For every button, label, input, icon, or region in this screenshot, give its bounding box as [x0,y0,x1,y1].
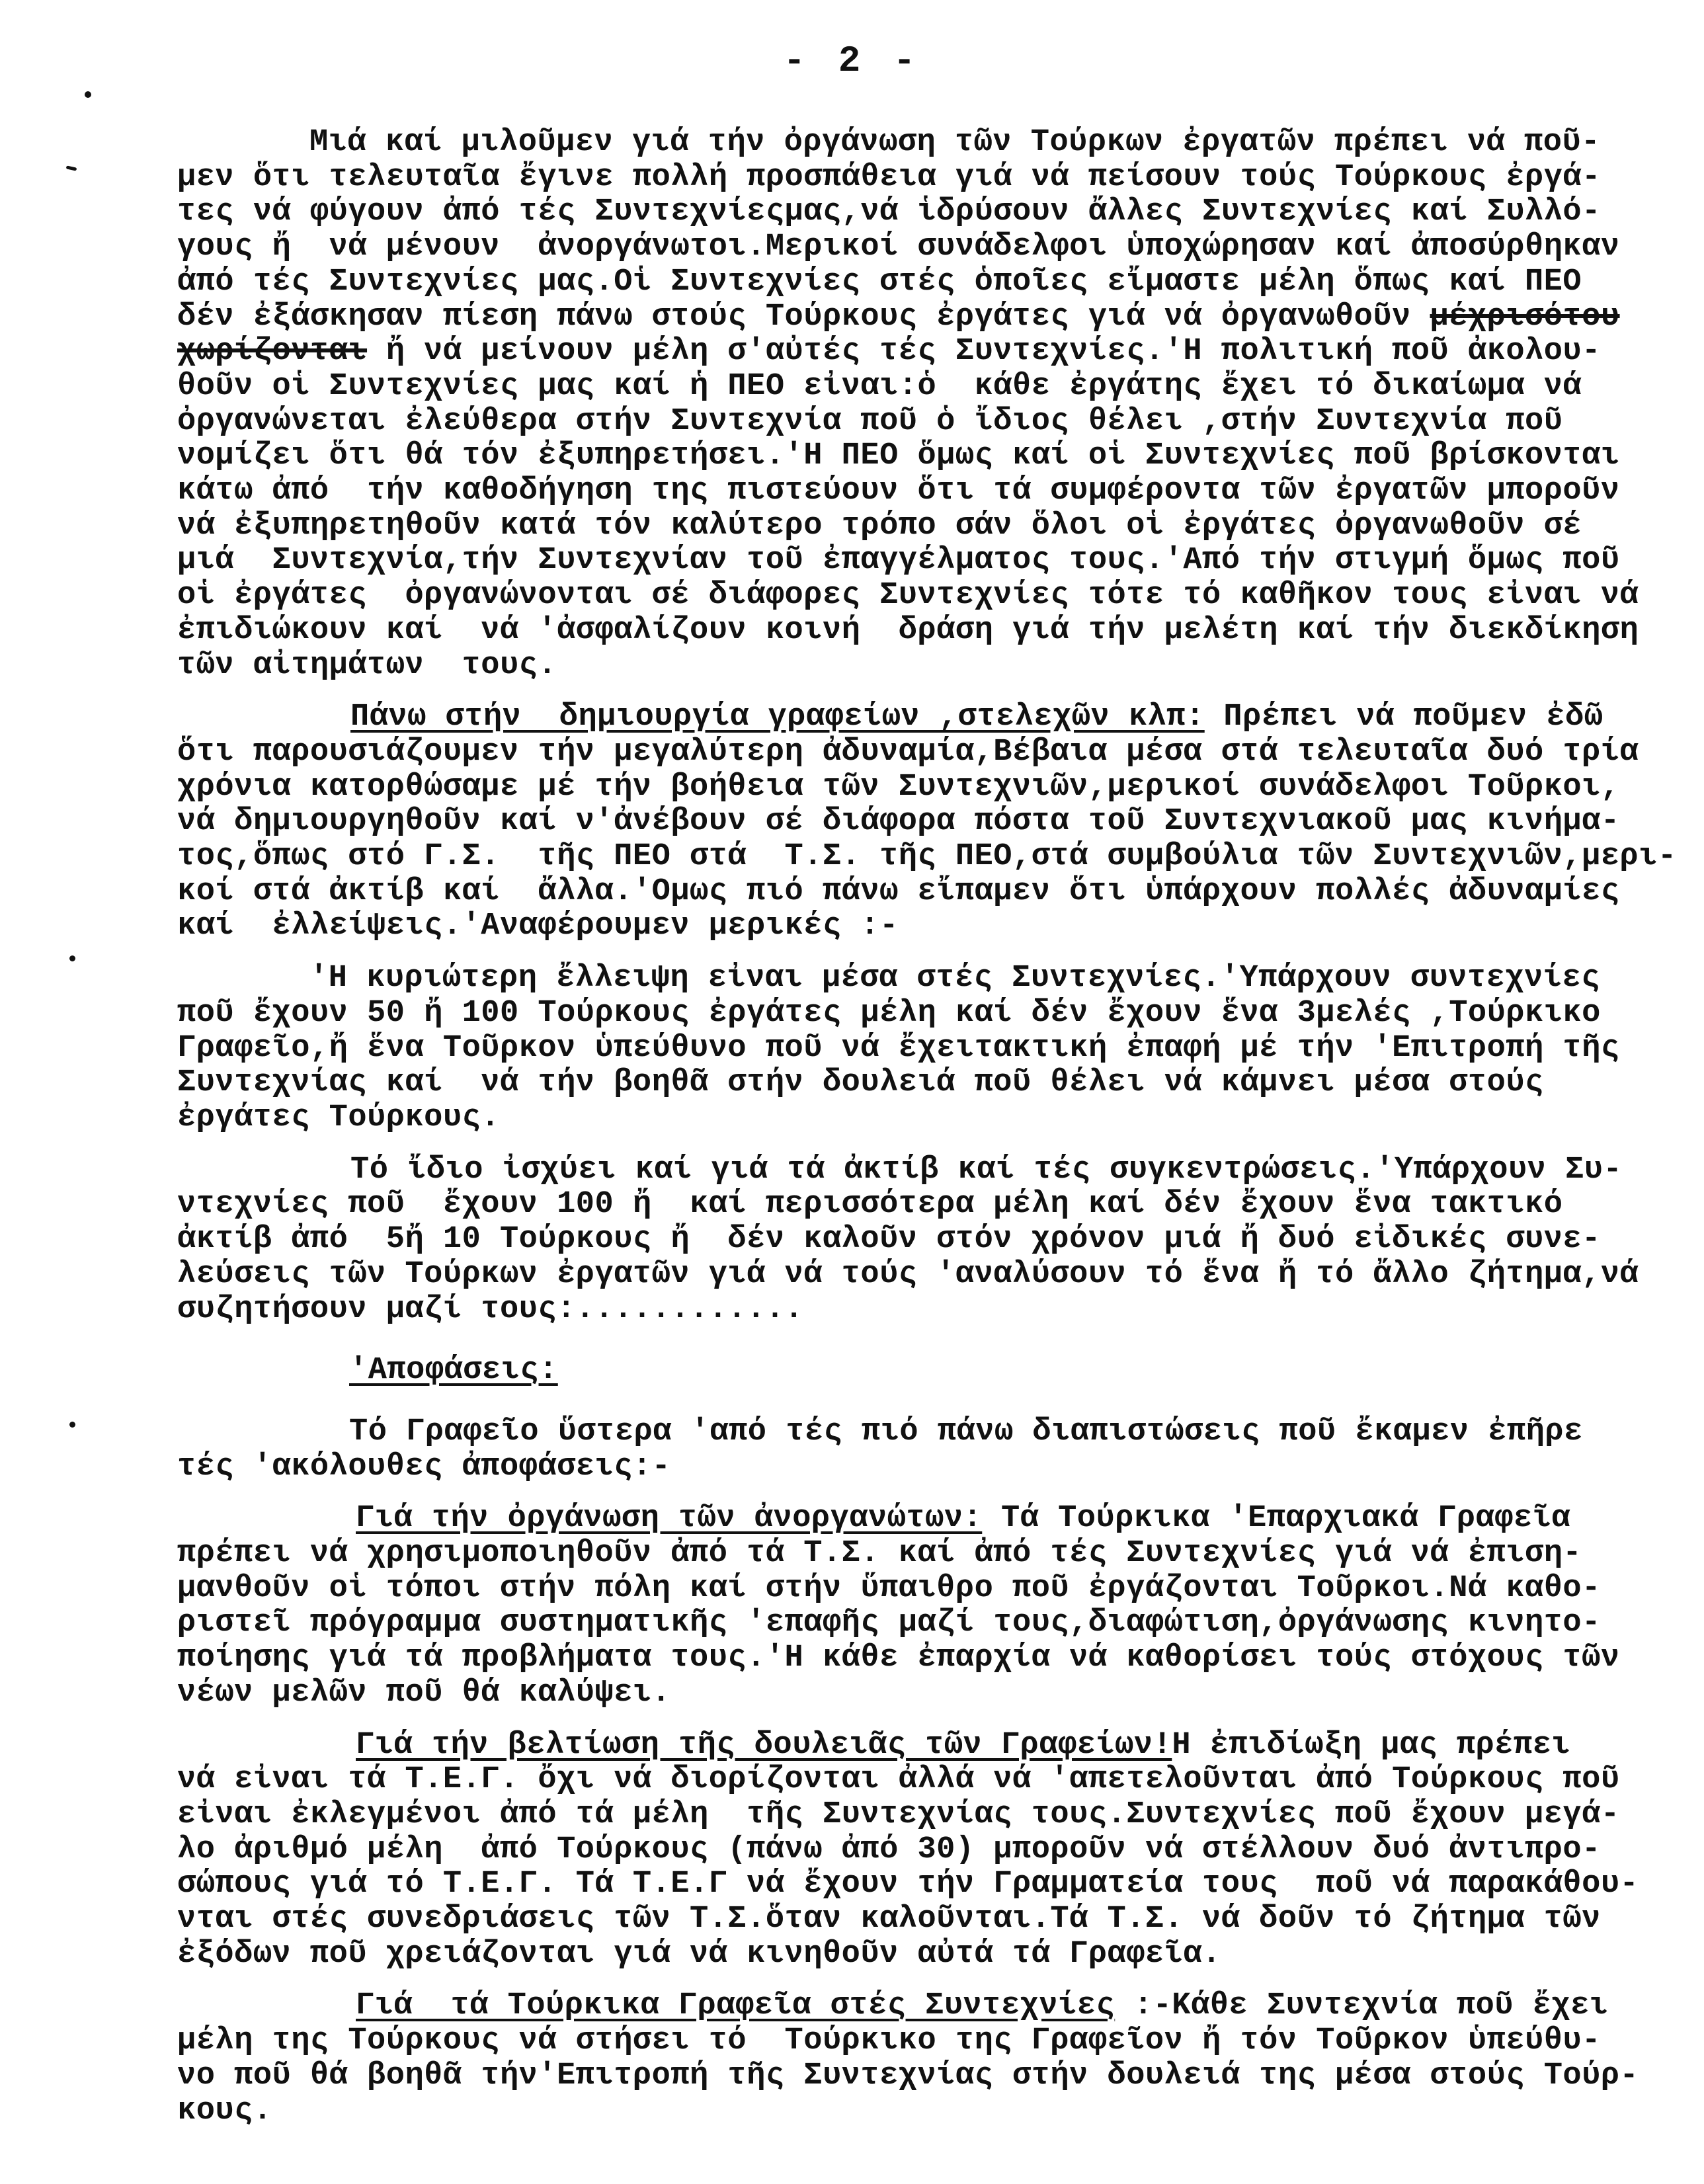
paragraph-intro [177,126,1691,683]
text-line: λεύσεις τῶν Τούρκων ἐργατῶν γιά νά τούς 'αναλύσουν τό ἕνα ἤ τό ἄλλο ζήτημα,νά [177,1257,1639,1292]
text-line: Τό Γραφεῖο ὕστερα 'από τές πιό πάνω διαπιστώσεις ποῦ ἔκαμεν ἐπῆρε [349,1414,1583,1449]
spacer [177,1484,1691,1502]
text-line: τος,ὅπως στό Γ.Σ. τῆς ΠΕΟ στά Τ.Σ. τῆς ΠΕΟ,στά συμβούλια τῶν Συντεχνιῶν,μερι- [177,840,1677,875]
paragraph-unorganized [177,1502,1691,1711]
paragraph-turkish-offices [177,1989,1691,2128]
text-line-part: :-Κάθε Συντεχνία ποῦ ἔχει [1115,1989,1609,2024]
text-line: θοῦν οἱ Συντεχνίες μας καί ἡ ΠΕΟ εἶναι:ὁ κάθε ἐργάτης ἔχει τό δικαίωμα νά [177,369,1582,404]
text-line-part: δέν ἐξάσκησαν πίεση πάνω στούς Τούρκους ἐργάτες γιά νά ὀργανωθοῦν [177,300,1430,335]
text-line: εἶναι ἐκλεγμένοι ἀπό τά μέλη τῆς Συντεχνίας τους.Συντεχνίες ποῦ ἔχουν μεγά- [177,1797,1620,1832]
spacer [177,1389,1691,1415]
text-line: καί ἐλλείψεις.'Αναφέρουμεν μερικές :- [177,909,899,944]
text-line: χρόνια κατορθώσαμε μέ τήν βοήθεια τῶν Συντεχνιῶν,μερικοί συνάδελφοι Τοῦρκοι, [177,770,1620,805]
text-line: τες νά φύγουν ἀπό τές Συντεχνίεςμας,νά ἱδρύσουν ἄλλες Συντεχνίες καί Συλλό- [177,195,1601,230]
spacer [177,1711,1691,1728]
page-number: - 2 - [783,40,921,82]
text-line: ριστεῖ πρόγραμμα συστηματικῆς 'επαφῆς μαζί τους,διαφώτιση,ὀργάνωσης κινητο- [177,1606,1601,1641]
text-line [177,1989,1691,2024]
text-line: ἐξόδων ποῦ χρειάζονται γιά νά κινηθοῦν αὐτά τά Γραφεῖα. [177,1937,1221,1972]
text-line: νομίζει ὅτι θά τόν ἐξυπηρετήσει.'Η ΠΕΟ ὅμως καί οἱ Συντεχνίες ποῦ βρίσκονται [177,439,1620,474]
text-line: ποῦ ἔχουν 50 ἤ 100 Τούρκους ἐργάτες μέλη καί δέν ἔχουν ἕνα 3μελές ,Τούρκικο [177,996,1601,1031]
text-line: 'Η κυριώτερη ἔλλειψη εἶναι μέσα στές Συντεχνίες.'Υπάρχουν συντεχνίες [309,961,1600,996]
text-line: νο ποῦ θά βοηθᾶ τήν'Επιτροπή τῆς Συντεχνίας στήν δουλειά της μέσα στούς Τούρ- [177,2058,1639,2093]
text-line: μεν ὅτι τελευταῖα ἔγινε πολλή προσπάθεια γιά νά πείσουν τούς Τούρκους ἐργά- [177,160,1601,195]
paragraph-decisions-intro [177,1415,1691,1484]
text-line [177,335,1691,370]
typed-body [177,126,1691,2128]
decisions-heading: 'Αποφάσεις: [349,1354,558,1389]
text-line: νέων μελῶν ποῦ θά καλύψει. [177,1676,671,1711]
text-line: νά δημιουργηθοῦν καί ν'ἀνέβουν σέ διάφορα πόστα τοῦ Συντεχνιακοῦ μας κινήμα- [177,805,1620,840]
struck-text: χωρίζονται [177,335,368,370]
text-line: κοί στά ἀκτίβ καί ἄλλα.'Ομως πιό πάνω εἴπαμεν ὅτι ὑπάρχουν πολλές ἀδυναμίες [177,874,1620,909]
text-line: ὅτι παρουσιάζουμεν τήν μεγαλύτερη ἀδυναμία,Βέβαια μέσα στά τελευταῖα δυό τρία [177,735,1639,770]
text-line: Συντεχνίας καί νά τήν βοηθᾶ στήν δουλειά ποῦ θέλει νά κάμνει μέσα στούς [177,1066,1544,1101]
text-line: μανθοῦν οἱ τόποι στήν πόλη καί στήν ὕπαιθρο ποῦ ἐργάζονται Τοῦρκοι.Νά καθο- [177,1571,1601,1606]
text-line [177,300,1691,335]
text-line-part: Τά Τούρκικα 'Επαρχιακά Γραφεῖα [982,1502,1571,1537]
text-line: Τό ἴδιο ἰσχύει καί γιά τά ἀκτίβ καί τές συγκεντρώσεις.'Υπάρχουν Συ- [350,1153,1623,1188]
ink-speck [69,955,75,961]
paragraph-improve-offices [177,1728,1691,1972]
text-line: κους. [177,2093,272,2128]
paragraph-offices [177,700,1691,944]
section-heading: Γιά τά Τούρκικα Γραφεῖα στές Συντεχνίες [356,1989,1116,2024]
text-line [177,1728,1691,1763]
section-heading: Γιά τήν βελτίωση τῆς δουλειᾶς τῶν Γραφείων! [356,1728,1172,1763]
text-line: νά εἶναι τά Τ.Ε.Γ. ὄχι νά διορίζονται ἀλλά νά 'απετελοῦνται ἀπό Τούρκους ποῦ [177,1763,1620,1798]
text-line: γους ἤ νά μένουν ἀνοργάνωτοι.Μερικοί συνάδελφοι ὑποχώρησαν καί ἀποσύρθηκαν [177,230,1620,265]
text-line: Γραφεῖο,ἤ ἕνα Τοῦρκον ὑπεύθυνο ποῦ νά ἔχειτακτική ἐπαφή μέ τήν 'Επιτροπή τῆς [177,1031,1620,1066]
text-line: νται στές συνεδριάσεις τῶν Τ.Σ.ὅταν καλοῦνται.Τά Τ.Σ. νά δοῦν τό ζήτημα τῶν [177,1902,1601,1937]
text-line: ἀπό τές Συντεχνίες μας.Οἱ Συντεχνίες στές ὁποῖες εἴμαστε μέλη ὅπως καί ΠΕΟ [177,264,1582,300]
spacer [177,1972,1691,1989]
text-line: σώπους γιά τό Τ.Ε.Γ. Τά Τ.Ε.Γ νά ἔχουν τήν Γραμματεία τους ποῦ νά παρακάθου- [177,1867,1639,1902]
spacer [177,1136,1691,1153]
text-line: ἐργάτες Τούρκους. [177,1100,500,1135]
text-line: μέλη της Τούρκους νά στήσει τό Τούρκικο της Γραφεῖον ἤ τόν Τοῦρκον ὑπεύθυ- [177,2024,1601,2059]
ink-speck [85,91,91,98]
text-line: ἀκτίβ ἀπό 5ἤ 10 Τούρκους ἤ δέν καλοῦν στόν χρόνον μιά ἤ δυό εἰδικές συνε- [177,1223,1601,1258]
text-line: τῶν αἰτημάτων τους. [177,648,557,683]
paragraph-aktiv [177,1153,1691,1328]
text-line: οἱ ἐργάτες ὀργανώνονται σέ διάφορες Συντεχνίες τότε τό καθῆκον τους εἶναι νά [177,579,1639,614]
ink-speck [66,165,77,171]
text-line-part: ἤ νά μείνουν μέλη σ'αὐτές τές Συντεχνίες.'Η πολιτική ποῦ ἀκολου- [367,335,1601,370]
text-line-part: Πρέπει νά ποῦμεν ἐδῶ [1204,700,1603,735]
text-line: τές 'ακόλουθες ἀποφάσεις:- [177,1449,671,1484]
text-line: μιά Συντεχνία,τήν Συντεχνίαν τοῦ ἐπαγγέλματος τους.'Από τήν στιγμή ὅμως ποῦ [177,544,1620,579]
text-line [177,1502,1691,1537]
text-line: λο ἀριθμό μέλη ἀπό Τούρκους (πάνω ἀπό 30) μποροῦν νά στέλλουν δυό ἀντιπρο- [177,1832,1601,1867]
section-heading: Πάνω στήν δημιουργία γραφείων ,στελεχῶν κλπ: [350,700,1205,735]
text-line: ποίησης γιά τά προβλήματα τους.'Η κάθε ἐπαρχία νά καθορίσει τούς στόχους τῶν [177,1641,1620,1676]
text-line: ντεχνίες ποῦ ἔχουν 100 ἤ καί περισσότερα μέλη καί δέν ἔχουν ἕνα τακτικό [177,1188,1563,1223]
text-line [177,700,1691,735]
spacer [177,944,1691,961]
text-line: νά ἐξυπηρετηθοῦν κατά τόν καλύτερο τρόπο σάν ὅλοι οἱ ἐργάτες ὀργανωθοῦν σέ [177,508,1582,544]
ink-speck [69,1422,75,1428]
text-line: συζητήσουν μαζί τους:............ [177,1292,804,1327]
text-line: ὀργανώνεται ἐλεύθερα στήν Συντεχνία ποῦ ὁ ἴδιος θέλει ,στήν Συντεχνία ποῦ [177,404,1563,439]
struck-text: μέχρισότου [1430,300,1620,335]
paragraph-main-lack [177,961,1691,1136]
text-line: ἐπιδιώκουν καί νά 'ἀσφαλίζουν κοινή δράση γιά τήν μελέτη καί τήν διεκδίκηση [177,613,1639,648]
text-line-part: Η ἐπιδίωξη μας πρέπει [1172,1728,1571,1763]
text-line: Μιά καί μιλοῦμεν γιά τήν ὀργάνωση τῶν Τούρκων ἐργατῶν πρέπει νά ποῦ- [309,126,1600,160]
spacer [177,1327,1691,1354]
text-line: κάτω ἀπό τήν καθοδήγηση της πιστεύουν ὅτι τά συμφέροντα τῶν ἐργατῶν μποροῦν [177,474,1620,509]
text-line: πρέπει νά χρησιμοποιηθοῦν ἀπό τά Τ.Σ. καί ἀπό τές Συντεχνίες γιά νά ἐπιση- [177,1537,1582,1572]
spacer [177,683,1691,700]
section-heading: Γιά τήν ὀργάνωση τῶν ἀνοργανώτων: [356,1502,983,1537]
